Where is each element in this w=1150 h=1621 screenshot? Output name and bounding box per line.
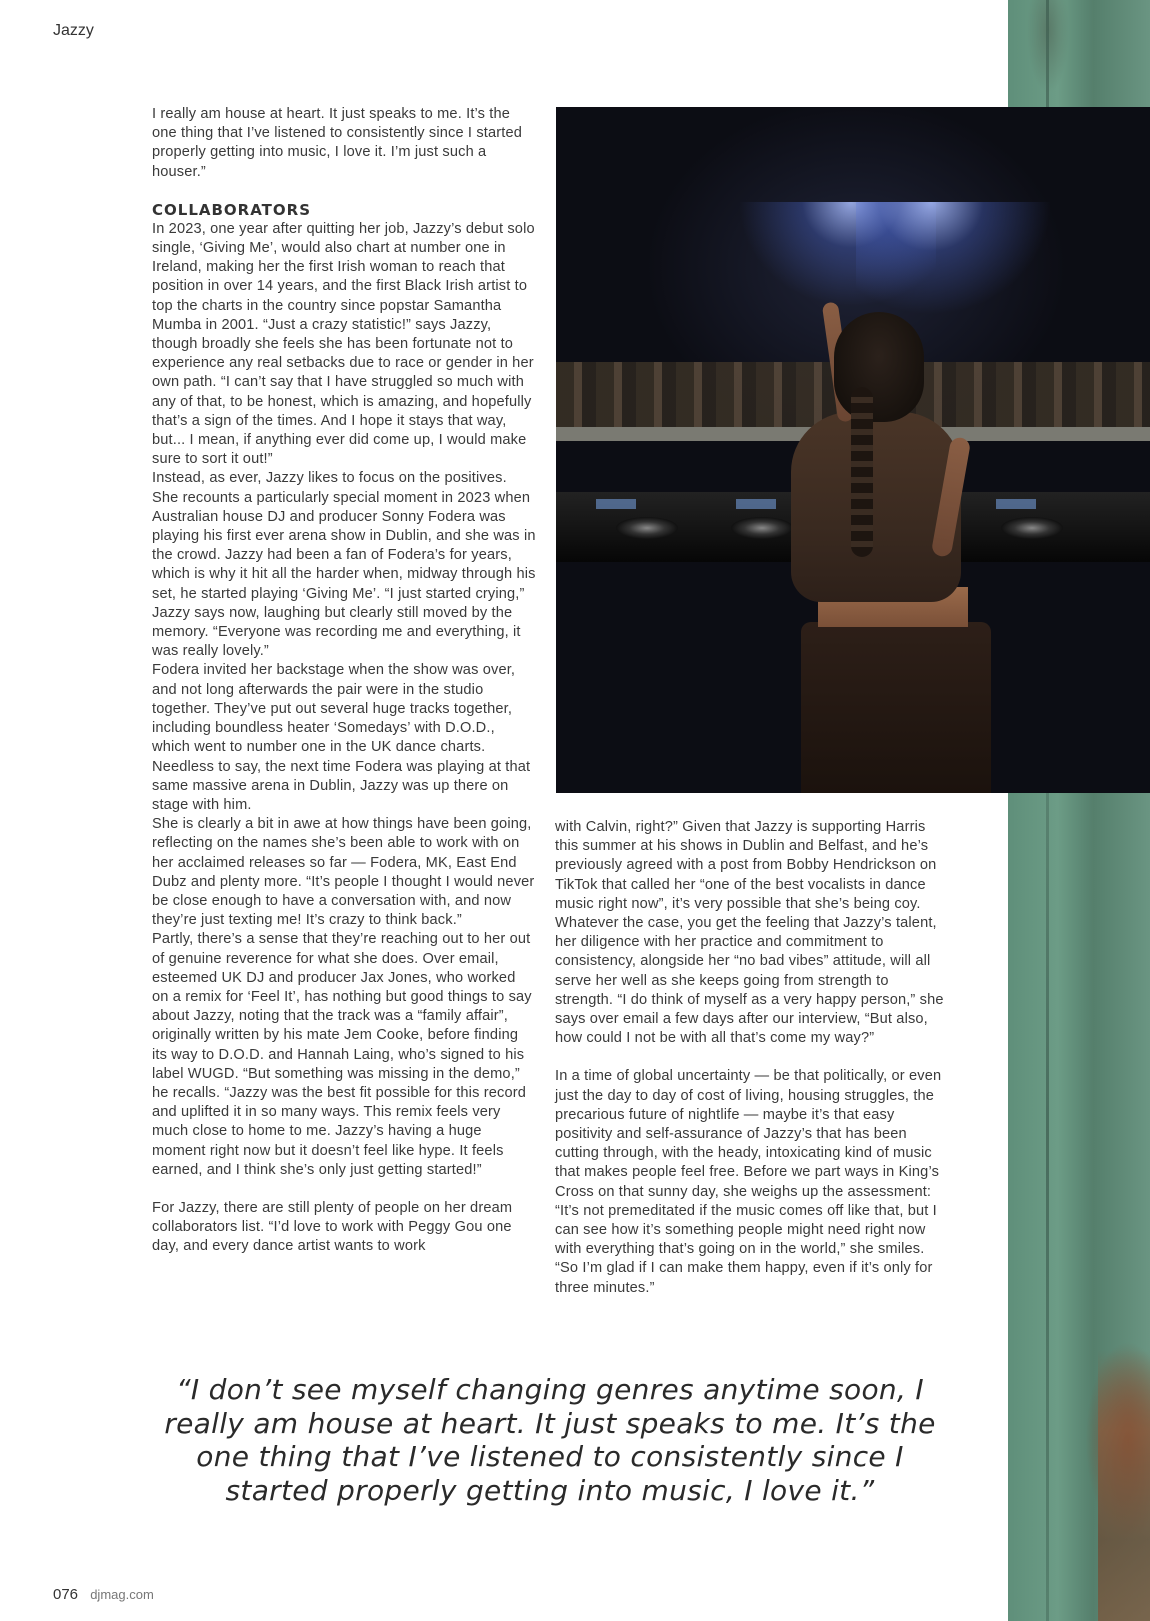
page-footer [53,1586,154,1603]
cdj-screen [996,499,1036,509]
cdj-platter [616,517,678,539]
body-paragraph: In 2023, one year after quitting her job, Jazzy’s debut solo single, ‘Giving Me’, would also chart at number one in Ireland, making her the first Irish woman to reach that position in over 14 years, and the first Black Irish artist to top the charts in the country since popstar Samantha Mumba in 2001. “Just a crazy statistic!” says Jazzy, though broadly she feels she has been fortunate not to experience any real setbacks due to race or gender in her own path. “I can’t say that I have struggled so much with any of that, to be honest, which is amazing, and hopefully that’s a sign of the times. And I hope it stays that way, but... I mean, if anything ever did come up, I would make sure to sort it out!” [152,220,535,468]
dj-figure-body [791,412,961,602]
cdj-screen [596,499,636,509]
body-paragraph: Partly, there’s a sense that they’re reaching out to her out of genuine reverence for what she does. Over email, esteemed UK DJ and producer Jax Jones, who worked on a remix for ‘Feel It’, has nothing but good things to say about Jazzy, noting that the track was a “family affair”, originally written by his mate Jem Cooke, before finding its way to D.O.D. and Hannah Laing, who’s signed to his label WUGD. “But something was missing in the demo,” he recalls. “Jazzy was the best fit possible for this record and uplifted it in so many ways. This remix feels very much close to home to me. Jazzy’s having a huge moment right now but it doesn’t feel like hype. It feels earned, and I think she’s only just getting started!” [152,931,532,1178]
page-number: 076 [53,1586,79,1603]
pull-quote: “I don’t see myself changing genres anytime soon, I really am house at heart. It just speaks to me. It’s the one thing that I’ve listened to consistently since I started properly getting into music, I love it.” [164,1373,936,1507]
intro-paragraph: I really am house at heart. It just speaks to me. It’s the one thing that I’ve listened to consistently since I started properly getting into music, I love it. I’m just such a houser.” [152,106,522,180]
body-paragraph: Instead, as ever, Jazzy likes to focus on the positives. She recounts a particularly special moment in 2023 when Australian house DJ and producer Sonny Fodera was playing his first ever arena show in Dublin, and she was in the crowd. Jazzy had been a fan of Fodera’s for years, which is why it hit all the harder when, midway through his set, he started playing ‘Giving Me’. “I just started crying,” Jazzy says now, laughing but clearly still moved by the memory. “Everyone was recording me and everything, it was really lovely.” [152,470,536,660]
dj-figure-skirt [801,622,991,793]
cdj-screen [736,499,776,509]
body-paragraph: She is clearly a bit in awe at how things have been going, reflecting on the names she’s been able to work with on her acclaimed releases so far — Fodera, MK, East End Dubz and plenty more. “It’s people I thought I would never be close enough to have a conversation with, and now they’re just texting me! It’s crazy to think back.” [152,816,535,929]
body-paragraph: In a time of global uncertainty — be that politically, or even just the day to day of cost of living, housing struggles, the precarious future of nightlife — maybe it’s that easy positivity and self-assurance of Jazzy’s that has been cutting through, with the heady, intoxicating kind of music that makes people feel free. Before we part ways in King’s Cross on that sunny day, she weighs up the assessment: “It’s not premeditated if the music comes off like that, but I can see how it’s something people might need right now with everything that’s going on in the world,” she smiles. “So I’m glad if I can make them happy, even if it’s only for three minutes.” [555,1068,942,1296]
article-column-left [152,105,536,1257]
dj-figure-braid [851,387,873,557]
body-paragraph: Fodera invited her backstage when the show was over, and not long afterwards the pair were in the studio together. They’ve put out several huge tracks together, including boundless heater ‘Somedays’ with D.O.D., which went to number one in the UK dance charts. Needless to say, the next time Fodera was playing at that same massive arena in Dublin, Jazzy was up there on stage with him. [152,662,531,813]
body-paragraph: with Calvin, right?” Given that Jazzy is supporting Harris this summer at his shows in Dublin and Belfast, and he’s previously agreed with a post from Bobby Hendrickson on TikTok that called her “one of the best vocalists in dance music right now”, it’s very possible that she’s being coy. [555,819,937,912]
strip-rust-patch [1098,1350,1150,1621]
site-url: djmag.com [90,1587,154,1602]
dj-figure-head [834,312,924,422]
body-paragraph: Whatever the case, you get the feeling that Jazzy’s talent, her diligence with her practice and commitment to consistency, alongside her “no bad vibes” attitude, will all serve her well as she keeps going from strength to strength. “I do think of myself as a very happy person,” she says over email a few days after our interview, “But also, how could I not be with all that’s come my way?” [555,915,944,1047]
body-paragraph: For Jazzy, there are still plenty of people on her dream collaborators list. “I’d love to work with Peggy Gou one day, and every dance artist wants to work [152,1199,513,1255]
running-head: Jazzy [53,22,94,39]
dj-performance-photo [556,107,1150,793]
article-column-right [555,818,945,1298]
section-subhead: COLLABORATORS [152,200,312,219]
cdj-platter [731,517,793,539]
cdj-platter [1001,517,1063,539]
